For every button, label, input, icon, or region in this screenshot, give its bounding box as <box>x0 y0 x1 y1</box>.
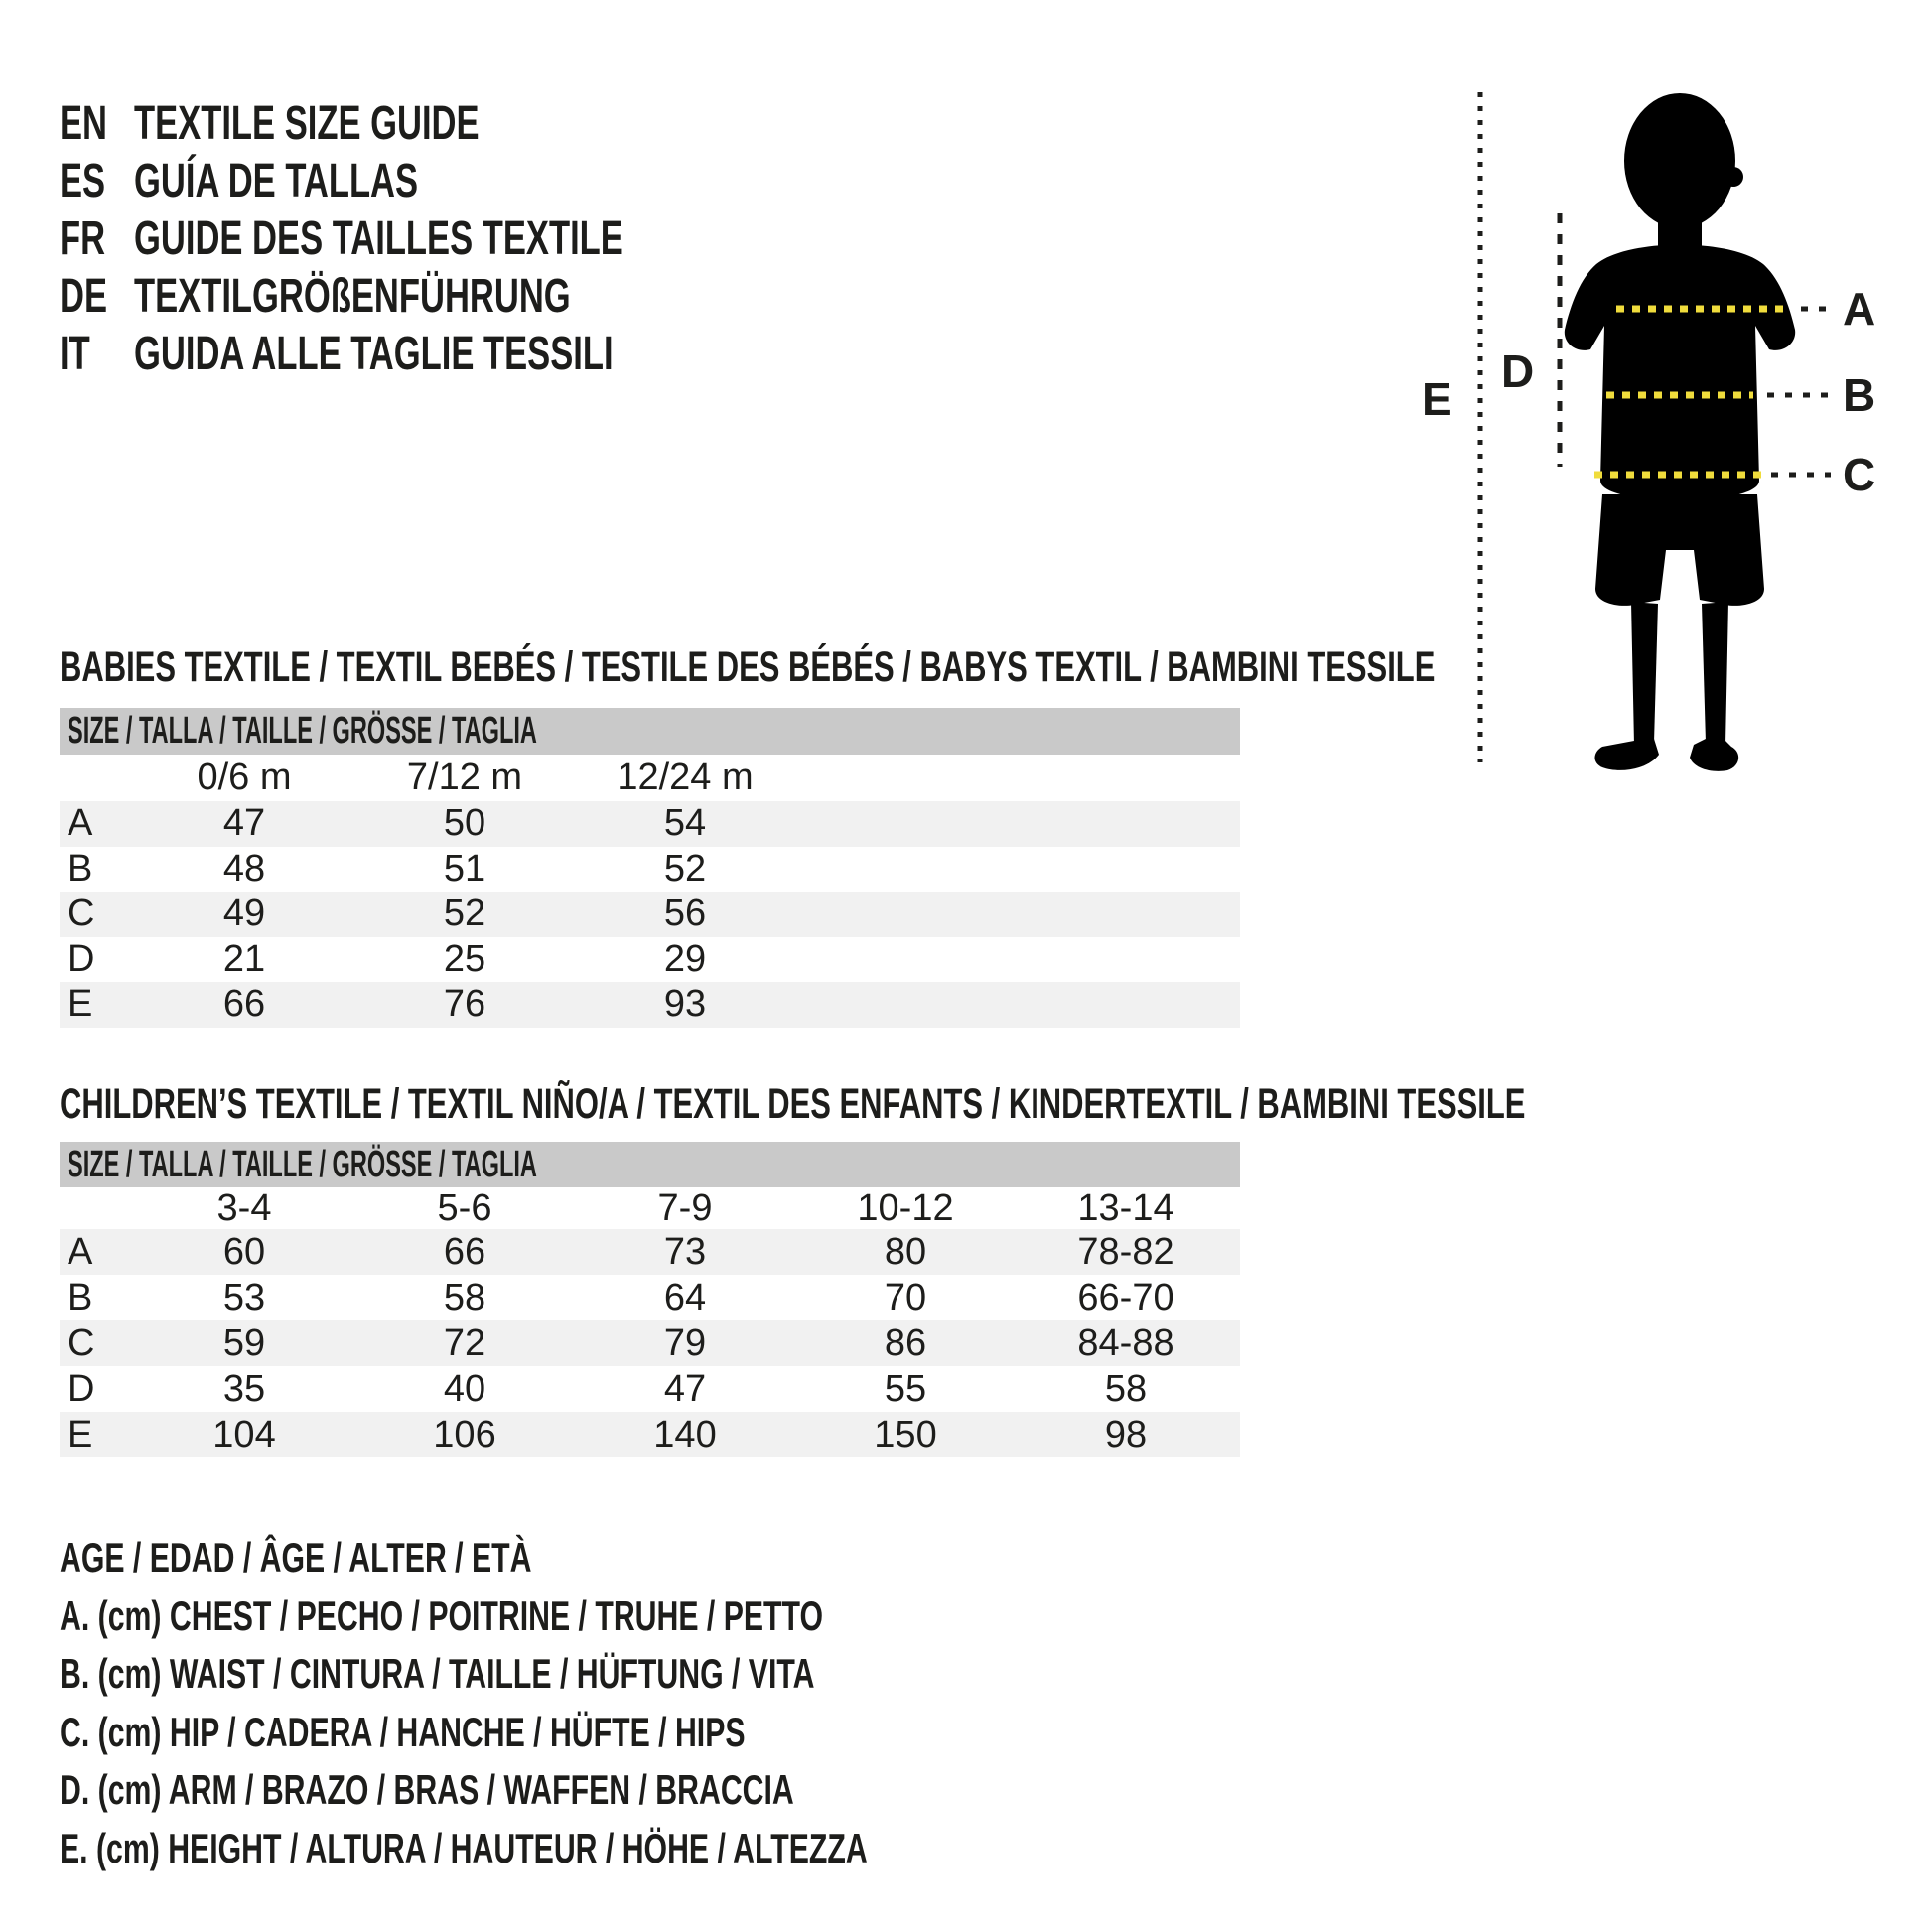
language-row-fr <box>60 209 814 267</box>
legend-line-arm: D. (cm) ARM / BRAZO / BRAS / WAFFEN / BRACCIA <box>60 1766 794 1814</box>
language-title: TEXTILE SIZE GUIDE <box>134 96 480 150</box>
row-label: E <box>68 983 93 1026</box>
row-label: C <box>68 1321 95 1364</box>
table-row <box>60 892 1240 937</box>
row-label: D <box>68 1367 95 1410</box>
row-label: D <box>68 937 95 980</box>
table-row <box>60 982 1240 1028</box>
language-code: DE <box>60 269 108 323</box>
left-shoe-shape <box>1594 739 1659 770</box>
cell-value: 86 <box>884 1321 927 1364</box>
cell-value: 66-70 <box>1077 1276 1174 1318</box>
column-header: 7-9 <box>657 1186 713 1229</box>
right-shoe-shape <box>1690 739 1738 771</box>
babies-column-header-row <box>60 755 1240 801</box>
table-row <box>60 937 1240 983</box>
language-title-block <box>60 94 814 382</box>
cell-value: 73 <box>663 1230 707 1273</box>
babies-section-heading: BABIES TEXTILE / TEXTIL BEBÉS / TESTILE DES BÉBÉS / BABYS TEXTIL / BAMBINI TESSILE <box>60 643 1436 691</box>
ear-shape <box>1724 167 1743 187</box>
measurement-legend <box>60 1529 1181 1877</box>
cell-value: 58 <box>1104 1367 1148 1410</box>
language-title: GUIDA ALLE TAGLIE TESSILI <box>134 327 614 380</box>
column-header: 5-6 <box>437 1186 492 1229</box>
language-title: GUÍA DE TALLAS <box>134 154 419 207</box>
cell-value: 40 <box>443 1367 486 1410</box>
shirt-shape <box>1565 245 1795 501</box>
figure-label-e: E <box>1422 373 1452 425</box>
cell-value: 76 <box>443 983 486 1026</box>
cell-value: 64 <box>663 1276 707 1318</box>
left-leg-shape <box>1631 602 1658 745</box>
babies-size-header-bar: SIZE / TALLA / TAILLE / GRÖSSE / TAGLIA <box>60 708 1240 755</box>
children-column-header-row <box>60 1187 1240 1229</box>
table-row <box>60 801 1240 847</box>
table-row <box>60 1412 1240 1457</box>
right-leg-shape <box>1702 602 1728 745</box>
cell-value: 80 <box>884 1230 927 1273</box>
row-label: A <box>68 1230 93 1273</box>
children-size-header-bar: SIZE / TALLA / TAILLE / GRÖSSE / TAGLIA <box>60 1142 1240 1187</box>
figure-label-b: B <box>1843 369 1876 421</box>
cell-value: 56 <box>663 893 707 935</box>
figure-label-d: D <box>1501 345 1535 397</box>
cell-value: 48 <box>222 847 266 890</box>
column-header: 13-14 <box>1077 1186 1174 1229</box>
legend-line-age: AGE / EDAD / ÂGE / ALTER / ETÀ <box>60 1534 532 1582</box>
cell-value: 79 <box>663 1321 707 1364</box>
cell-value: 104 <box>212 1413 276 1455</box>
cell-value: 35 <box>222 1367 266 1410</box>
cell-value: 58 <box>443 1276 486 1318</box>
legend-line-height: E. (cm) HEIGHT / ALTURA / HAUTEUR / HÖHE / ALTEZZA <box>60 1824 868 1871</box>
cell-value: 140 <box>653 1413 717 1455</box>
cell-value: 98 <box>1104 1413 1148 1455</box>
column-header: 0/6 m <box>197 757 292 798</box>
cell-value: 72 <box>443 1321 486 1364</box>
cell-value: 60 <box>222 1230 266 1273</box>
shorts-shape <box>1595 494 1764 606</box>
language-code: ES <box>60 154 106 207</box>
cell-value: 78-82 <box>1077 1230 1174 1273</box>
column-header: 7/12 m <box>406 757 523 798</box>
table-row <box>60 1320 1240 1366</box>
figure-label-c: C <box>1843 449 1876 500</box>
language-code: EN <box>60 96 108 150</box>
language-row-it <box>60 325 814 382</box>
legend-line-chest: A. (cm) CHEST / PECHO / POITRINE / TRUHE / PETTO <box>60 1591 823 1639</box>
language-title: TEXTILGRÖßENFÜHRUNG <box>134 269 571 323</box>
cell-value: 47 <box>663 1367 707 1410</box>
cell-value: 54 <box>663 802 707 845</box>
language-row-es <box>60 152 814 209</box>
cell-value: 55 <box>884 1367 927 1410</box>
cell-value: 106 <box>433 1413 496 1455</box>
babies-size-table <box>60 708 1240 1028</box>
row-label: B <box>68 847 93 890</box>
cell-value: 47 <box>222 802 266 845</box>
column-header: 12/24 m <box>617 757 754 798</box>
cell-value: 25 <box>443 937 486 980</box>
table-row <box>60 1366 1240 1412</box>
language-code: FR <box>60 211 106 265</box>
row-label: B <box>68 1276 93 1318</box>
column-header: 10-12 <box>857 1186 954 1229</box>
language-row-de <box>60 267 814 325</box>
row-label: E <box>68 1413 93 1455</box>
row-label: A <box>68 802 93 845</box>
language-code: IT <box>60 327 90 380</box>
children-section-heading: CHILDREN’S TEXTILE / TEXTIL NIÑO/A / TEXTIL DES ENFANTS / KINDERTEXTIL / BAMBINI TESSILE <box>60 1080 1526 1128</box>
table-row <box>60 847 1240 893</box>
figure-label-a: A <box>1843 283 1876 335</box>
child-silhouette <box>1565 93 1795 771</box>
column-header: 3-4 <box>216 1186 272 1229</box>
cell-value: 52 <box>663 847 707 890</box>
cell-value: 49 <box>222 893 266 935</box>
language-title: GUIDE DES TAILLES TEXTILE <box>134 211 623 265</box>
cell-value: 52 <box>443 893 486 935</box>
cell-value: 84-88 <box>1077 1321 1174 1364</box>
cell-value: 93 <box>663 983 707 1026</box>
cell-value: 150 <box>874 1413 937 1455</box>
measurement-figure <box>1390 60 1932 814</box>
legend-line-hip: C. (cm) HIP / CADERA / HANCHE / HÜFTE / HIPS <box>60 1708 746 1755</box>
children-size-table <box>60 1142 1240 1457</box>
cell-value: 66 <box>222 983 266 1026</box>
table-row <box>60 1275 1240 1320</box>
legend-line-waist: B. (cm) WAIST / CINTURA / TAILLE / HÜFTUNG / VITA <box>60 1650 815 1698</box>
cell-value: 21 <box>222 937 266 980</box>
cell-value: 53 <box>222 1276 266 1318</box>
language-row-en <box>60 94 814 152</box>
cell-value: 29 <box>663 937 707 980</box>
cell-value: 66 <box>443 1230 486 1273</box>
cell-value: 70 <box>884 1276 927 1318</box>
row-label: C <box>68 893 95 935</box>
cell-value: 51 <box>443 847 486 890</box>
cell-value: 50 <box>443 802 486 845</box>
cell-value: 59 <box>222 1321 266 1364</box>
table-row <box>60 1229 1240 1275</box>
